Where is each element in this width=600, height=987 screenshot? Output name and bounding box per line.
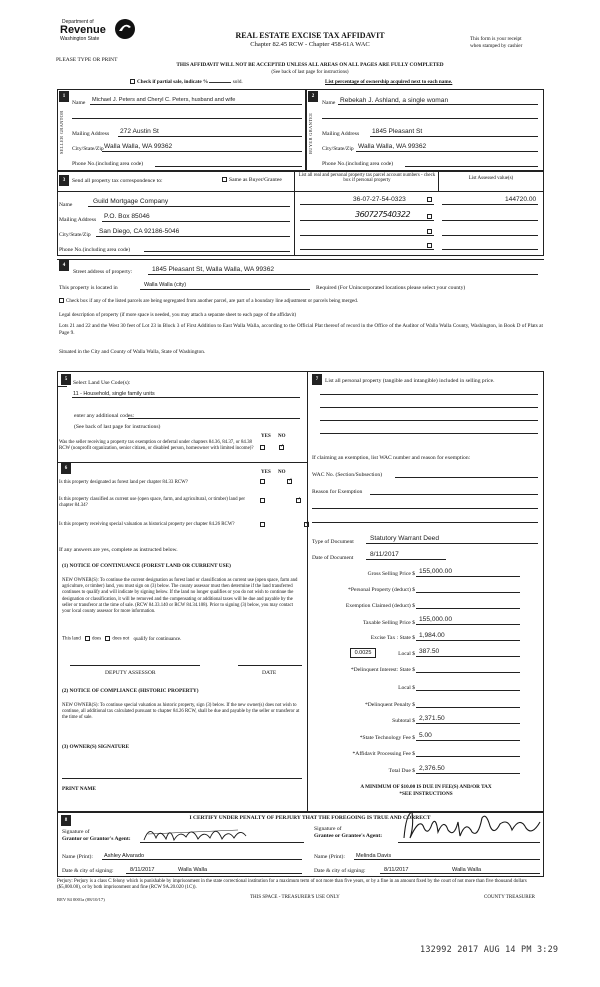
buyer-phone-label: Phone No.(including area code) [322,161,394,167]
seller-mailing-label: Mailing Address [72,131,110,137]
qualify-label: qualify for continuance. [133,636,182,642]
treasurer-use-label: THIS SPACE - TREASURER'S USE ONLY [250,895,340,900]
local-rate-box: 0.0025 [350,648,376,658]
taxable-selling-price[interactable]: 155,000.00 [419,616,453,623]
excise-label: Excise Tax : State $ [370,635,415,641]
notice-1-text: NEW OWNER(S): To continue the current designation as forest land or classification as current use (open space, farm and agriculture, or timber) land, you must sign on (3) below. The county assessor must then determine if the land transferred continues to qualify and will indicate by signing below. If the land no longer qualifies or you do not wish to continue the designation or classification, it will be removed and the compensating or additional taxes will be due and payable by the seller or transferor at the time of sale. (RCW 84.33.140 or RCW 84.34.108). Prior to signing (3) below, you may contact your local county assessor for more information. [62,578,298,615]
grantee-sig-label-1: Signature of [314,826,342,832]
form-subtitle: Chapter 82.45 RCW - Chapter 458-61A WAC [250,41,370,48]
current-use-question: Is this property classified as current use (open space, farm, and agricultural, or timber) land per chapter 84.34? [59,497,246,509]
section-2-number: 2 [308,91,318,102]
assessed-header: List Assessed value(s) [468,176,514,181]
required-note: Required (For Unincorporated locations please select your county) [316,285,466,291]
does-checkbox[interactable] [85,636,90,641]
grantor-sig-label-1: Signature of [62,829,90,835]
exemption-yes-checkbox[interactable] [260,445,265,450]
correspondence-city[interactable]: San Diego, CA 92186-5046 [99,228,180,235]
current-use-no-checkbox[interactable] [296,498,301,503]
same-as-buyer-checkbox[interactable] [222,177,227,182]
correspondence-phone-label: Phone No.(including area code) [59,247,131,253]
deputy-assessor-label: DEPUTY ASSESSOR [105,670,156,676]
print-name-label: PRINT NAME [62,786,96,792]
exemption-question: Was the seller receiving a property tax exemption or deferral under chapters 84.36, 84.37, or 84.38 RCW (nonprofit organization, senior citizen, or disabled person, homeowner with limited income)? [59,440,254,452]
assessor-date-label: DATE [262,670,277,676]
parcel-1-personal-checkbox[interactable] [427,197,432,202]
segregated-row [59,298,358,304]
parcel-4-personal-checkbox[interactable] [427,243,432,248]
situated-text: Situated in the City and County of Walla Walla, State of Washington. [59,349,206,355]
correspondence-name-label: Name [59,202,73,208]
personal-property-label: List all personal property (tangible and intangible) included in selling price. [325,378,495,384]
property-street[interactable]: 1845 Pleasant St, Walla Walla, WA 99362 [152,266,275,273]
parcel-2-personal-checkbox[interactable] [427,214,432,219]
grantee-signature[interactable] [398,808,548,842]
historic-question: Is this property receiving special valuation as historical property per chapter 84.26 RCW? [59,522,235,527]
notice-2-text: NEW OWNER(S): To continue special valuation as historic property, sign (3) below. If the new owner(s) does not wish to continue, all additional tax calculated pursuant to chapter 84.26 RCW, shall be due and payable by the seller or transferor at the time of sale. [62,703,300,721]
does-not-checkbox[interactable] [105,636,110,641]
legal-description: Lots 21 and 22 and the West 30 feet of Lot 23 in Block 3 of First Addition to East Walla Walla, according to the Official Plat thereof of record in the Office of the Auditor of Walla Walla County, Washington, in Book D of Plats at Page 9. [59,323,543,337]
minimum-note: A MINIMUM OF $10.00 IS DUE IN FEE(S) AND/OR TAX [360,784,492,790]
local-label: Local $ [398,651,415,657]
buyer-side-label: BUYER GRANTEE [308,112,313,154]
total-due[interactable]: 2,376.50 [419,765,445,772]
correspondence-name[interactable]: Guild Mortgage Company [93,198,169,205]
seller-side-label: SELLER GRANTOR [59,110,64,154]
does-not-label: does not [112,636,130,642]
located-label: This property is located in [59,285,118,291]
receipt-note-1: This form is your receipt [470,36,522,42]
parcel-number-1[interactable]: 36-07-27-54-0323 [353,196,406,203]
dept-line2: Revenue [60,24,106,36]
delinquent-interest-label: *Delinquent Interest: State $ [350,667,415,673]
doc-type[interactable]: Statutory Warrant Deed [370,535,440,542]
seller-name[interactable]: Michael J. Peters and Cheryl C. Peters, husband and wife [92,97,236,103]
affidavit-fee-label: *Affidavit Processing Fee $ [352,751,415,757]
doc-date[interactable]: 8/11/2017 [370,551,399,558]
dor-logo [50,18,140,48]
exemption-no-checkbox[interactable] [279,445,284,450]
grantor-print-name[interactable]: Ashley Alvarado [104,853,145,859]
street-label: Street address of property: [73,269,133,275]
additional-codes-label: enter any additional codes: [74,413,135,419]
continuance-row [62,636,181,642]
section-8-number: 8 [61,815,71,826]
local-2-label: Local $ [398,685,415,691]
segregated-label: Check box if any of the listed parcels are being segregated from another parcel, are part of a boundary line adjustment or parcels being merged. [66,298,359,304]
s5-yes-header: YES [261,434,271,439]
gross-label: Gross Selling Price $ [367,571,415,577]
parcel-3-personal-checkbox[interactable] [427,229,432,234]
type-or-print: PLEASE TYPE OR PRINT [56,57,118,63]
buyer-city-label: City/State/Zip [322,146,354,152]
subtotal-label: Subtotal $ [392,718,415,724]
section-4-number: 4 [59,260,69,271]
tech-fee[interactable]: 5.00 [419,732,432,739]
same-as-buyer [222,177,282,183]
current-use-yes-checkbox[interactable] [260,498,265,503]
buyer-name[interactable]: Rebekah J. Ashland, a single woman [340,97,449,104]
ownership-note: List percentage of ownership acquired next to each name. [325,79,453,85]
wac-label: WAC No. (Section/Subsection) [312,472,383,478]
section-6-number: 6 [61,463,71,474]
correspondence-mailing[interactable]: P.O. Box 85046 [104,213,150,220]
subtotal[interactable]: 2,371.50 [419,715,445,722]
forest-question: Is this property designated as forest land per chapter 84.33 RCW? [59,480,188,485]
assessed-value-1[interactable]: 144720.00 [505,196,537,203]
receipt-stamp: 132992 2017 AUG 14 PM 3:29 [420,945,559,955]
section-5-number: 5 [61,374,71,385]
receipt-note-2: when stamped by cashier [470,43,523,49]
county-treasurer-label: COUNTY TREASURER [484,895,535,900]
dept-line3: Washington State [60,36,100,42]
partial-sale-checkbox[interactable] [130,79,135,84]
grantor-city[interactable]: Walla Walla [178,867,208,873]
parcel-header: List all real and personal property tax parcel account numbers - check box if personal property [298,173,436,183]
gross-selling-price[interactable]: 155,000.00 [419,568,453,575]
total-label: Total Due $ [388,768,415,774]
s6-no-header: NO [278,470,286,475]
correspondence-mailing-label: Mailing Address [59,217,97,223]
partial-sale-row [130,79,243,85]
see-back-note: (See back of last page for instructions) [271,70,349,75]
owner-signature-label: (3) OWNER(S) SIGNATURE [62,744,129,750]
forest-yes-checkbox[interactable] [260,479,265,484]
land-use-see-back: (See back of last page for instructions) [74,424,161,430]
this-land-label: This land [62,636,81,642]
notice-1-title: (1) NOTICE OF CONTINUANCE (FOREST LAND OR CURRENT USE) [62,563,231,569]
forest-no-checkbox[interactable] [287,479,292,484]
historic-yes-checkbox[interactable] [260,522,265,527]
delinquent-penalty-label: *Delinquent Penalty $ [364,702,415,708]
parcel-number-2[interactable]: 360727540322 [355,210,411,219]
warning-banner: THIS AFFIDAVIT WILL NOT BE ACCEPTED UNLESS ALL AREAS ON ALL PAGES ARE FULLY COMPLETED [176,62,444,68]
dept-line1: Department of [62,19,94,25]
taxable-label: Taxable Selling Price $ [363,620,415,626]
seller-name-label: Name [72,100,86,106]
grantee-print-label: Name (Print): [314,854,345,860]
grantee-date[interactable]: 8/11/2017 [384,867,409,873]
grantee-date-label: Date & city of signing: [314,868,366,874]
same-as-buyer-label: Same as Buyer/Grantee [229,177,282,183]
seller-city[interactable]: Walla Walla, WA 99362 [104,143,173,150]
exemption-reason-label: Reason for Exemption [312,489,363,495]
correspondence-city-label: City/State/Zip [59,232,91,238]
grantor-date[interactable]: 8/11/2017 [130,867,155,873]
grantee-sig-label-2: Grantee or Grantee's Agent: [314,833,383,839]
land-use-value[interactable]: 11 - Household, single family units [73,391,155,397]
tech-fee-label: *State Technology Fee $ [359,735,415,741]
buyer-name-label: Name [322,100,336,106]
doc-type-label: Type of Document [312,539,354,545]
sold-label: sold. [232,79,243,85]
exemption-deduct-label: Exemption Claimed (deduct) $ [345,603,415,609]
s6-yes-header: YES [261,470,271,475]
seller-city-label: City/State/Zip [72,146,104,152]
exemption-claim-label: If claiming an exemption, list WAC number and reason for exemption: [312,455,471,461]
excise-local[interactable]: 387.50 [419,648,440,655]
certify-statement: I CERTIFY UNDER PENALTY OF PERJURY THAT THE FOREGOING IS TRUE AND CORRECT [189,815,431,821]
buyer-city[interactable]: Walla Walla, WA 99362 [358,143,427,150]
buyer-mailing[interactable]: 1845 Pleasant St [372,128,423,135]
partial-sale-label: Check if partial sale, indicate % [137,79,209,85]
perjury-notice: Perjury: Perjury is a class C felony which is punishable by imprisonment in the state correctional institution for a maximum term of not more than five years, or by a fine in an amount fixed by the court of not more than five thousand dollars ($5,000.00), or by both imprisonment and fine (RCW 9A.20.020 (1C)). [57,879,527,891]
doc-date-label: Date of Document [312,555,354,561]
grantor-print-label: Name (Print): [62,854,93,860]
grantor-sig-label-2: Grantor or Grantor's Agent: [62,836,131,842]
excise-state[interactable]: 1,984.00 [419,632,445,639]
legal-label: Legal description of property (if more space is needed, you may attach a separate sheet to each page of the affidavit) [59,312,297,318]
section-3-number: 3 [59,175,69,186]
notice-2-title: (2) NOTICE OF COMPLIANCE (HISTORIC PROPERTY) [62,688,199,694]
historic-no-checkbox[interactable] [304,522,309,527]
s5-no-header: NO [278,434,286,439]
form-revision: REV 84 0001a (08/10/17) [57,897,105,902]
section-7-number: 7 [312,374,322,385]
buyer-mailing-label: Mailing Address [322,131,360,137]
land-use-label: Select Land Use Code(s): [73,380,131,386]
send-correspondence-label: Send all property tax correspondence to: [72,178,163,184]
grantor-date-label: Date & city of signing: [62,868,114,874]
see-instructions: *SEE INSTRUCTIONS [399,791,453,797]
section-1-number: 1 [59,91,69,102]
revenue-logo-icon [114,18,136,40]
does-label: does [92,636,102,642]
seller-phone-label: Phone No.(including area code) [72,161,144,167]
seller-mailing[interactable]: 272 Austin St [120,128,159,135]
located-value[interactable]: Walla Walla (city) [144,282,187,288]
grantee-print-name[interactable]: Melinda Davis [356,853,392,859]
form-title: REAL ESTATE EXCISE TAX AFFIDAVIT [235,31,385,40]
personal-deduct-label: *Personal Property (deduct) $ [348,587,415,593]
if-yes-note: If any answers are yes, complete as instructed below. [59,547,178,553]
segregated-checkbox[interactable] [59,298,64,303]
grantee-city[interactable]: Walla Walla [452,867,482,873]
